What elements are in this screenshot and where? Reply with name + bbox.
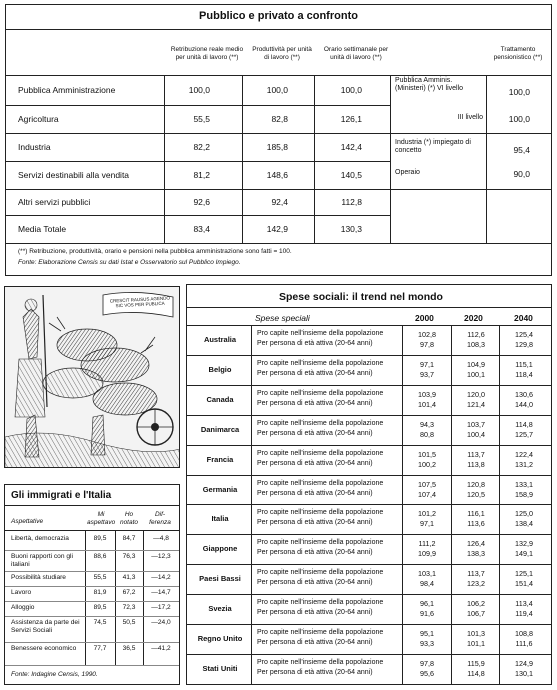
country-name: Italia: [211, 514, 229, 524]
country-name: Germania: [202, 484, 238, 494]
row-desc-eta-attiva: Per persona di età attiva (20-64 anni): [257, 668, 373, 676]
col-divider: [486, 75, 487, 243]
footnote: (**) Retribuzione, produttività, orario e pensioni nella pubblica amministrazione sono fatti = 100.: [18, 248, 292, 255]
spending-value: 103,9: [418, 389, 436, 399]
immigrants-row-mi: 74,5: [93, 619, 107, 626]
spending-value: 100,4: [467, 429, 485, 439]
title-divider: [187, 307, 551, 308]
row-divider: [187, 624, 551, 625]
country-name: Canada: [206, 394, 234, 404]
row-value: 92,6: [193, 197, 210, 207]
row-value: 92,4: [271, 197, 288, 207]
row-desc-pro-capite: Pro capite nell'insieme della popolazione: [257, 389, 384, 397]
spending-value: 125,0: [515, 509, 533, 519]
row-label: Altri servizi pubblici: [18, 197, 91, 207]
row-divider: [5, 665, 179, 666]
immigrants-row-label: Libertà, democrazia: [11, 535, 69, 542]
row-desc-pro-capite: Pro capite nell'insieme della popolazione: [257, 359, 384, 367]
spending-value: 106,7: [467, 609, 485, 619]
spending-value: 138,3: [467, 549, 485, 559]
pension-value: 100,0: [508, 114, 530, 124]
immigrants-row-mi: 55,5: [93, 574, 107, 581]
immigrants-row-label: Possibilità studiare: [11, 574, 66, 581]
col-divider: [242, 75, 243, 243]
row-label: Agricoltura: [18, 114, 59, 124]
spending-value: 98,4: [420, 579, 434, 589]
spending-value: 100,1: [467, 369, 485, 379]
spending-value: 114,8: [515, 419, 533, 429]
immigrants-row-diff: —24,0: [151, 619, 171, 626]
immigrants-row-ho: 36,5: [122, 645, 136, 652]
row-divider: [6, 105, 390, 106]
immigrants-row-label: Benessere economico: [11, 645, 77, 652]
source-note: Fonte: Elaborazione Censis su dati Istat e Osservatorio sul Pubblico Impiego.: [18, 259, 241, 266]
row-desc-eta-attiva: Per persona di età attiva (20-64 anni): [257, 459, 373, 467]
spending-value: 123,2: [467, 579, 485, 589]
col-divider: [390, 75, 391, 243]
spending-value: 101,1: [467, 639, 485, 648]
spending-value: 131,2: [515, 459, 533, 469]
spending-value: 113,7: [467, 449, 485, 459]
immigrants-row-label: Lavoro: [11, 589, 32, 596]
immigrants-row-diff: —14,7: [151, 589, 171, 596]
immigrants-row-diff: —12,3: [151, 553, 171, 560]
row-divider: [187, 475, 551, 476]
spending-value: 125,1: [515, 569, 533, 579]
immigrants-row-label: Buoni rapporti con gli italiani: [11, 553, 73, 568]
spending-value: 103,7: [467, 419, 485, 429]
spending-value: 130,6: [515, 389, 533, 399]
spending-value: 125,7: [515, 429, 533, 439]
header-trattamento: Trattamento pensionistico (**): [493, 46, 543, 61]
row-divider: [5, 601, 179, 602]
pension-value: 95,4: [513, 145, 530, 155]
spending-value: 97,8: [420, 658, 434, 668]
row-value: 83,4: [193, 224, 210, 234]
header-2020: 2020: [464, 313, 483, 323]
spending-value: 104,9: [467, 359, 485, 369]
row-value: 140,5: [340, 170, 362, 180]
row-divider: [187, 325, 551, 326]
row-desc-eta-attiva: Per persona di età attiva (20-64 anni): [257, 609, 373, 617]
header-2040: 2040: [514, 313, 533, 323]
row-divider: [187, 355, 551, 356]
spending-value: 93,3: [420, 639, 434, 648]
row-desc-eta-attiva: Per persona di età attiva (20-64 anni): [257, 489, 373, 497]
row-desc-eta-attiva: Per persona di età attiva (20-64 anni): [257, 579, 373, 587]
row-desc-pro-capite: Pro capite nell'insieme della popolazione: [257, 479, 384, 487]
immigrants-row-label: Assistenza da parte dei Servizi Sociali: [11, 619, 80, 634]
spending-value: 101,3: [467, 629, 485, 638]
spending-value: 95,1: [420, 629, 434, 638]
immigrants-row-diff: —17,2: [151, 604, 171, 611]
row-divider: [5, 571, 179, 572]
social-spending-title: Spese sociali: il trend nel mondo: [279, 291, 443, 303]
immigrants-row-ho: 67,2: [122, 589, 136, 596]
row-value: 100,0: [188, 85, 210, 95]
spending-value: 118,4: [515, 369, 533, 379]
immigrants-row-ho: 50,5: [122, 619, 136, 626]
country-name: Danimarca: [200, 424, 240, 434]
spending-value: 122,4: [515, 449, 533, 459]
row-value: 81,2: [193, 170, 210, 180]
row-divider: [187, 564, 551, 565]
spending-value: 113,7: [467, 569, 485, 579]
spending-value: 115,1: [515, 359, 533, 369]
country-name: Francia: [206, 454, 234, 464]
row-divider: [187, 385, 551, 386]
spending-value: 130,1: [515, 668, 533, 678]
spending-value: 111,2: [418, 539, 436, 549]
row-desc-pro-capite: Pro capite nell'insieme della popolazione: [257, 419, 384, 427]
row-divider: [6, 161, 390, 162]
spending-value: 125,4: [515, 330, 533, 339]
row-divider: [5, 586, 179, 587]
spending-value: 113,8: [467, 459, 485, 469]
immigrants-row-diff: —4,8: [153, 535, 169, 542]
header-spese-speciali: Spese speciali: [255, 313, 310, 323]
pension-label: Operaio: [395, 169, 420, 176]
title-divider: [6, 29, 551, 30]
header-divider: [5, 530, 179, 531]
immigrants-row-mi: 81,9: [93, 589, 107, 596]
row-label: Pubblica Amministrazione: [18, 85, 116, 95]
row-value: 142,9: [266, 224, 288, 234]
spending-value: 106,2: [467, 599, 485, 609]
pension-value: 100,0: [508, 87, 530, 97]
engraving-banner-text: CRESCIT RAUSUS AGENDO SIC VOS PER PUBLICA: [109, 295, 171, 309]
spending-value: 149,1: [515, 549, 533, 559]
spending-value: 115,9: [467, 658, 485, 668]
spending-value: 114,8: [467, 668, 485, 678]
row-value: 55,5: [193, 114, 210, 124]
spending-value: 138,4: [515, 519, 533, 529]
row-divider: [187, 445, 551, 446]
spending-value: 93,7: [420, 369, 434, 379]
header-differenza: Dif-ferenza: [149, 511, 171, 526]
spending-value: 109,9: [418, 549, 436, 559]
engraving-illustration: [4, 286, 180, 468]
immigrants-row-mi: 88,6: [93, 553, 107, 560]
row-value: 100,0: [266, 85, 288, 95]
header-produttivita: Produttività per unità di lavoro (**): [252, 46, 312, 61]
immigrants-title: Gli immigrati e l'Italia: [11, 490, 112, 501]
row-divider: [187, 534, 551, 535]
spending-value: 144,0: [515, 399, 533, 409]
row-divider: [187, 654, 551, 655]
row-divider: [6, 133, 551, 134]
spending-value: 101,2: [418, 509, 436, 519]
row-divider: [6, 75, 551, 76]
row-divider: [187, 504, 551, 505]
immigrants-panel: [4, 484, 180, 685]
country-name: Belgio: [208, 364, 232, 374]
row-desc-eta-attiva: Per persona di età attiva (20-64 anni): [257, 340, 373, 347]
col-divider: [314, 75, 315, 243]
immigrants-source: Fonte: Indagine Censis, 1990.: [11, 671, 98, 678]
row-desc-pro-capite: Pro capite nell'insieme della popolazione: [257, 658, 384, 666]
row-divider: [6, 243, 551, 244]
spending-value: 96,1: [420, 599, 434, 609]
col-divider: [164, 75, 165, 243]
spending-value: 133,1: [515, 479, 533, 489]
row-desc-eta-attiva: Per persona di età attiva (20-64 anni): [257, 399, 373, 407]
pension-label: Industria (*) impiegato di concetto: [395, 139, 471, 154]
country-name: Paesi Bassi: [199, 574, 241, 584]
row-desc-eta-attiva: Per persona di età attiva (20-64 anni): [257, 429, 373, 437]
header-orario: Orario settimanale per unità di lavoro (**): [323, 46, 389, 61]
immigrants-row-mi: 89,5: [93, 535, 107, 542]
spending-value: 120,0: [467, 389, 485, 399]
spending-value: 120,5: [467, 489, 485, 499]
spending-value: 101,5: [418, 449, 436, 459]
spending-value: 101,4: [418, 399, 436, 409]
row-desc-pro-capite: Pro capite nell'insieme della popolazione: [257, 509, 384, 517]
row-value: 100,0: [340, 85, 362, 95]
header-retribuzione: Retribuzione reale medio per unità di lavoro (**): [170, 46, 244, 61]
spending-value: 113,4: [515, 599, 533, 609]
spending-value: 112,6: [467, 330, 485, 339]
country-name: Australia: [203, 335, 237, 344]
immigrants-row-ho: 84,7: [122, 535, 136, 542]
spending-value: 124,9: [515, 658, 533, 668]
row-desc-pro-capite: Pro capite nell'insieme della popolazione: [257, 449, 384, 457]
immigrants-row-mi: 89,5: [93, 604, 107, 611]
row-desc-eta-attiva: Per persona di età attiva (20-64 anni): [257, 639, 373, 646]
spending-value: 107,4: [418, 489, 436, 499]
row-divider: [5, 642, 179, 643]
spending-value: 100,2: [418, 459, 436, 469]
spending-value: 97,1: [420, 359, 434, 369]
header-2000: 2000: [415, 313, 434, 323]
row-desc-pro-capite: Pro capite nell'insieme della popolazione: [257, 330, 384, 337]
immigrants-row-mi: 77,7: [93, 645, 107, 652]
row-desc-pro-capite: Pro capite nell'insieme della popolazione: [257, 539, 384, 547]
spending-value: 116,1: [467, 509, 485, 519]
spending-value: 111,6: [515, 639, 533, 648]
row-divider: [187, 594, 551, 595]
title-divider: [5, 505, 179, 506]
immigrants-row-ho: 41,3: [122, 574, 136, 581]
immigrants-row-label: Alloggio: [11, 604, 35, 611]
row-desc-pro-capite: Pro capite nell'insieme della popolazione: [257, 629, 384, 636]
spending-value: 80,8: [420, 429, 434, 439]
immigrants-row-diff: —14,2: [151, 574, 171, 581]
spending-value: 108,8: [515, 629, 533, 638]
country-name: Giappone: [202, 544, 238, 554]
spending-value: 103,1: [418, 569, 436, 579]
row-value: 126,1: [340, 114, 362, 124]
row-divider: [6, 189, 551, 190]
row-divider: [5, 550, 179, 551]
country-name: Svezia: [208, 604, 232, 614]
row-label: Industria: [18, 142, 51, 152]
row-value: 142,4: [340, 142, 362, 152]
header-aspettative: Aspettative: [11, 518, 44, 525]
spending-value: 97,1: [420, 519, 434, 529]
spending-value: 108,3: [467, 340, 485, 349]
immigrants-row-ho: 76,3: [122, 553, 136, 560]
spending-value: 113,6: [467, 519, 485, 529]
row-value: 112,8: [341, 197, 362, 207]
spending-value: 121,4: [467, 399, 485, 409]
pension-label: Pubblica Amminis. (Ministeri) (*) VI livello: [395, 77, 464, 92]
spending-value: 91,6: [420, 609, 434, 619]
row-value: 82,8: [271, 114, 288, 124]
spending-value: 94,3: [420, 419, 434, 429]
spending-value: 102,8: [418, 330, 436, 339]
social-spending-panel: [186, 284, 552, 685]
row-value: 148,6: [266, 170, 288, 180]
spending-value: 95,6: [420, 668, 434, 678]
row-divider: [5, 616, 179, 617]
country-name: Stati Uniti: [202, 663, 238, 673]
spending-value: 120,8: [467, 479, 485, 489]
spending-value: 107,5: [418, 479, 436, 489]
row-value: 185,8: [266, 142, 288, 152]
row-desc-eta-attiva: Per persona di età attiva (20-64 anni): [257, 369, 373, 377]
header-ho-notato: Ho notato: [119, 511, 139, 526]
row-value: 130,3: [340, 224, 362, 234]
spending-value: 132,9: [515, 539, 533, 549]
row-label: Servizi destinabili alla vendita: [18, 170, 130, 180]
country-name: Regno Unito: [197, 634, 243, 643]
immigrants-row-diff: —41,2: [151, 645, 171, 652]
public-private-panel: [5, 4, 552, 276]
pension-value: 90,0: [513, 169, 530, 179]
spending-value: 129,8: [515, 340, 533, 349]
row-desc-pro-capite: Pro capite nell'insieme della popolazione: [257, 569, 384, 577]
row-desc-eta-attiva: Per persona di età attiva (20-64 anni): [257, 549, 373, 557]
row-value: 82,2: [193, 142, 210, 152]
public-private-title: Pubblico e privato a confronto: [199, 10, 358, 22]
pension-label: III livello: [457, 114, 483, 121]
row-divider: [187, 415, 551, 416]
immigrants-row-ho: 72,3: [122, 604, 136, 611]
spending-value: 151,4: [515, 579, 533, 589]
engraving-image: [5, 287, 180, 468]
spending-value: 119,4: [515, 609, 533, 619]
spending-value: 158,9: [515, 489, 533, 499]
row-divider: [6, 215, 390, 216]
row-desc-eta-attiva: Per persona di età attiva (20-64 anni): [257, 519, 373, 527]
spending-value: 126,4: [467, 539, 485, 549]
row-label: Media Totale: [18, 224, 67, 234]
header-mi-aspettavo: Mi aspettavo: [87, 511, 116, 526]
spending-value: 97,8: [420, 340, 434, 349]
row-desc-pro-capite: Pro capite nell'insieme della popolazione: [257, 599, 384, 607]
